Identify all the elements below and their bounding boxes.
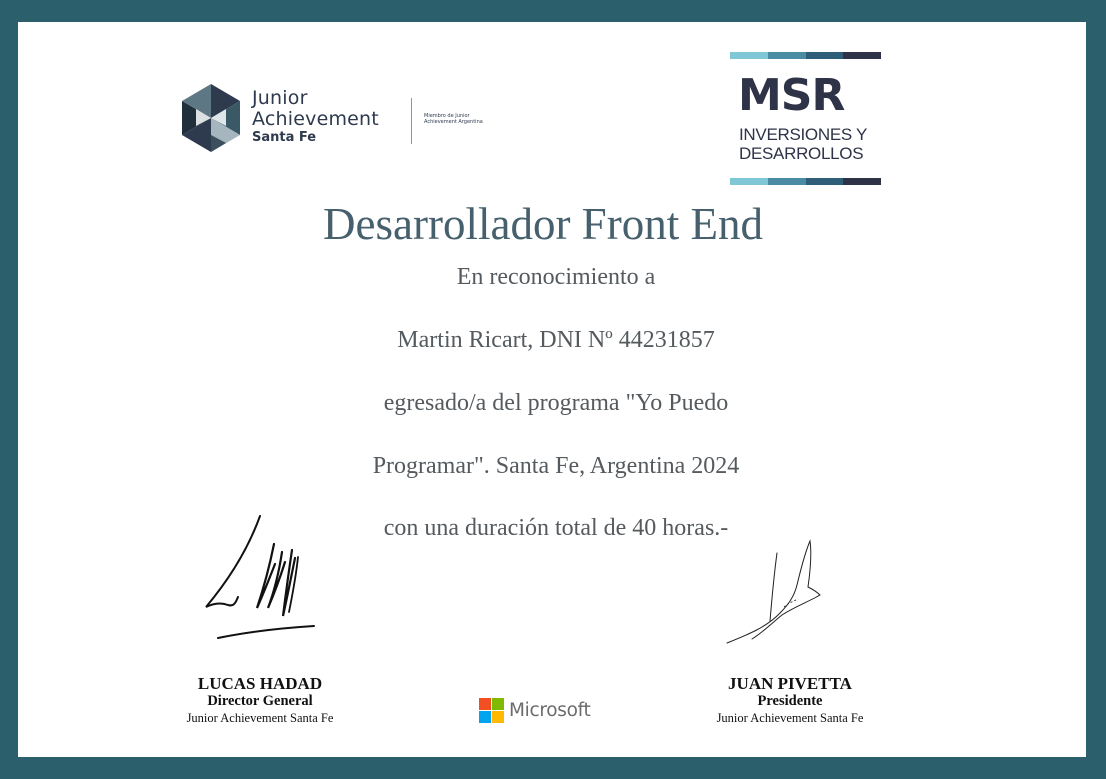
msr-title: MSR	[738, 70, 845, 121]
msr-bottom-bar	[730, 178, 881, 185]
signer-left-role: Director General	[207, 693, 313, 709]
msr-subtitle	[739, 125, 867, 163]
signer-right-role: Presidente	[757, 693, 823, 709]
junior-achievement-wordmark	[252, 88, 379, 146]
duration-line: con una duración total de 40 horas.-	[383, 515, 729, 541]
ja-line2: Achievement	[252, 108, 379, 130]
microsoft-wordmark: Microsoft	[509, 700, 591, 721]
program-line-2: Programar". Santa Fe, Argentina 2024	[372, 453, 740, 479]
signer-left-org: Junior Achievement Santa Fe	[186, 711, 334, 725]
signer-left-name: LUCAS HADAD	[197, 674, 323, 693]
msr-sub2: DESARROLLOS	[739, 144, 864, 163]
signer-right-name: JUAN PIVETTA	[728, 674, 852, 693]
ja-separator	[411, 98, 412, 144]
program-line-1: egresado/a del programa "Yo Puedo	[383, 390, 729, 416]
microsoft-logo	[479, 698, 599, 723]
ja-line3: Santa Fe	[252, 130, 317, 145]
msr-logo	[730, 52, 881, 185]
certificate-title: Desarrollador Front End	[323, 199, 763, 249]
ja-line1: Junior	[252, 87, 308, 109]
junior-achievement-logo	[182, 84, 482, 154]
recipient-line: Martin Ricart, DNI Nº 44231857	[397, 327, 715, 353]
signature-lucas-hadad	[192, 512, 332, 652]
signer-right-org: Junior Achievement Santa Fe	[716, 711, 864, 725]
signer-right	[690, 674, 890, 726]
microsoft-grid-icon	[479, 698, 504, 723]
msr-sub1: INVERSIONES Y	[739, 125, 868, 144]
msr-top-bar	[730, 52, 881, 59]
ja-member-text: Miembro de Junior Achievement Argentina	[424, 113, 483, 125]
frame-notch	[1029, 8, 1086, 22]
recognition-line: En reconocimiento a	[456, 264, 656, 290]
signature-juan-pivetta	[722, 535, 827, 650]
signer-left	[160, 674, 360, 726]
junior-achievement-mark-icon	[182, 84, 240, 154]
